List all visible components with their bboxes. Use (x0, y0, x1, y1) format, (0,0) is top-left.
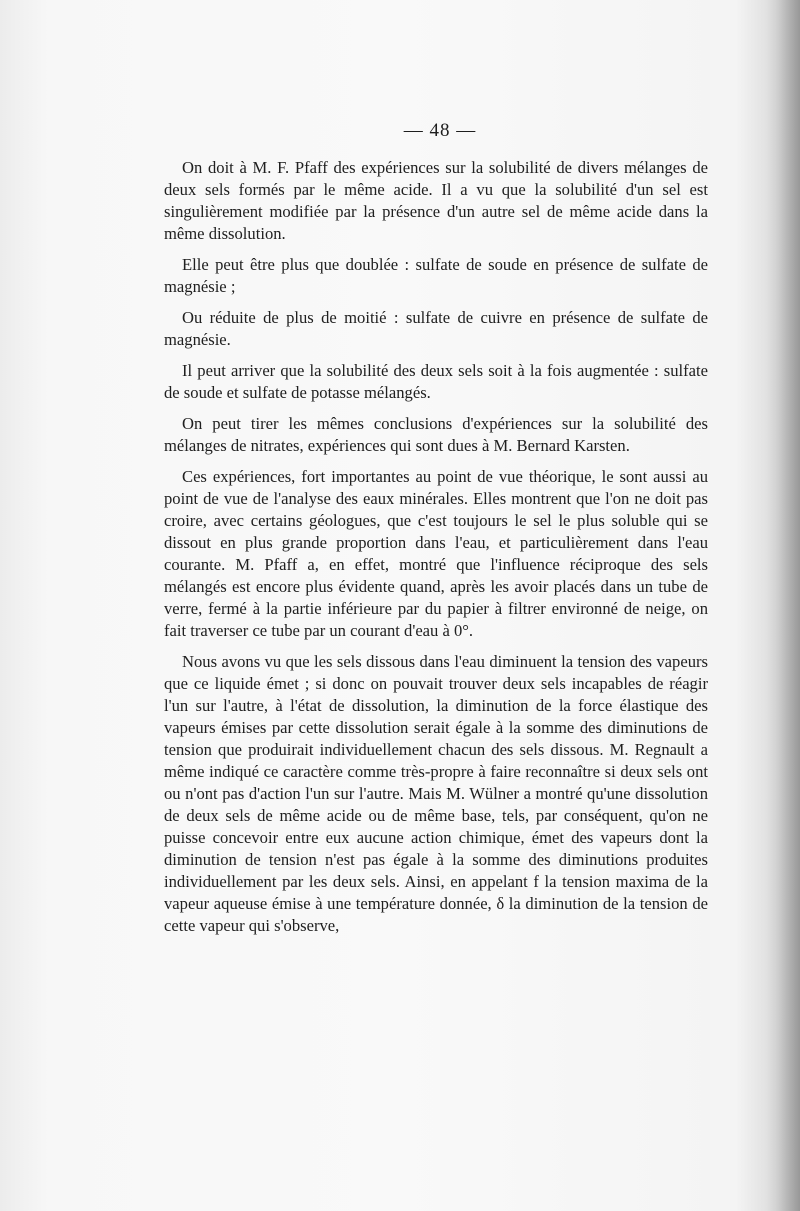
paragraph-reduced: Ou réduite de plus de moitié : sulfate de cuivre en présence de sulfate de magnésie. (164, 308, 708, 349)
page-edge-shadow (766, 0, 800, 1211)
body-text (164, 157, 708, 946)
paragraph-mineral-waters: Ces expériences, fort importantes au point de vue théorique, le sont aussi au point de vue de l'analyse des eaux minérales. Elles montrent que l'on ne doit pas croire, avec certains géologues, que c'est toujours le sel le plus soluble qui se dissout en plus grande proportion dans l'eau, et particulièrement dans l'eau courante. M. Pfaff a, en effet, montré que l'influence réciproque des sels mélangés est encore plus évidente quand, après les avoir placés dans un tube de verre, fermé à la partie inférieure par du papier à filtrer environné de neige, on fait traverser ce tube par un courant d'eau à 0°. (164, 467, 708, 640)
paragraph-nitrates: On peut tirer les mêmes conclusions d'expériences sur la solubilité des mélanges de nitrates, expériences qui sont dues à M. Bernard Karsten. (164, 414, 708, 455)
paragraph-pfaff-solubility: On doit à M. F. Pfaff des expériences sur la solubilité de divers mélanges de deux sels formés par le même acide. Il a vu que la solubilité d'un sel est singulièrement modifiée par la présence d'un autre sel de même acide dans la même dissolution. (164, 158, 708, 243)
page-number: — 48 — (403, 120, 477, 141)
paragraph-both-increased: Il peut arriver que la solubilité des deux sels soit à la fois augmentée : sulfate de soude et sulfate de potasse mélangés. (164, 361, 708, 402)
paragraph-doubled: Elle peut être plus que doublée : sulfate de soude en présence de sulfate de magnésie ; (164, 255, 708, 296)
paragraph-vapour-tension: Nous avons vu que les sels dissous dans l'eau diminuent la tension des vapeurs que ce liquide émet ; si donc on pouvait trouver deux sels incapables de réagir l'un sur l'autre, à l'état de dissolution, la diminution de la force élastique des vapeurs émises par cette dissolution serait égale à la somme des diminutions de tension que produirait individuellement chacun des sels dissous. M. Regnault a même indiqué ce caractère comme très-propre à faire reconnaître si deux sels ont ou n'ont pas d'action l'un sur l'autre. Mais M. Wülner a montré qu'une dissolution de deux sels de même acide ou de même base, tels, par conséquent, qu'on ne puisse concevoir entre eux aucune action chimique, émet des vapeurs dont la diminution de tension n'est pas égale à la somme des diminutions produites individuellement par les deux sels. Ainsi, en appelant f la tension maxima de la vapeur aqueuse émise à une température donnée, δ la diminution de la tension de cette vapeur qui s'observe, (164, 652, 708, 935)
